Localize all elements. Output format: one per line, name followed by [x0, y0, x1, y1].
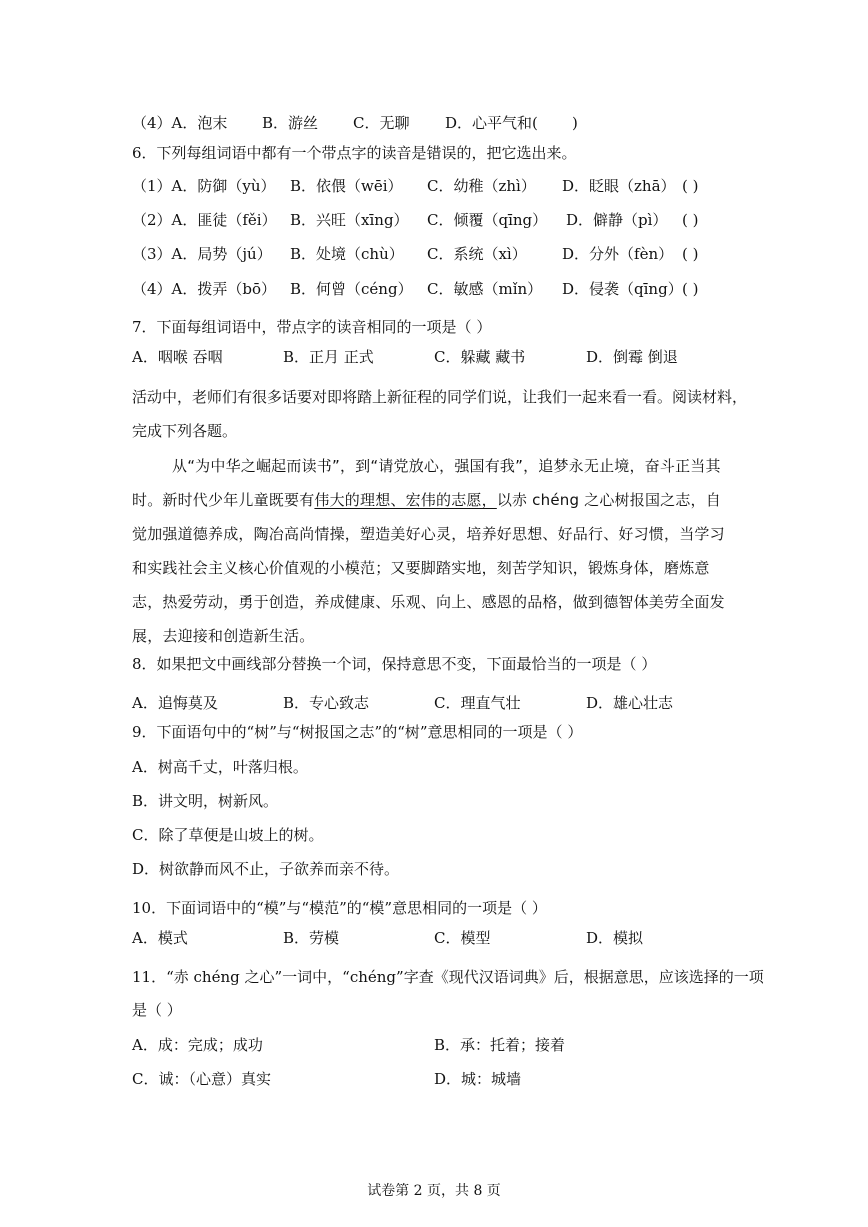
- q6-2-option-d: D．僻静（pì）: [566, 211, 668, 229]
- q11-option-b: B．承：托着；接着: [434, 1036, 566, 1054]
- q6-4-option-a: （4）A．拨弄（bō）: [132, 280, 277, 298]
- q8-option-b: B．专心致志: [283, 694, 370, 712]
- q10-title: 10．下面词语中的“模”与“模范”的“模”意思相同的一项是（ ）: [132, 899, 547, 917]
- q11-option-c: C．诚：（心意）真实: [132, 1070, 271, 1088]
- q10-option-b: B．劳模: [283, 929, 340, 947]
- q7-option-c: C．躲藏 藏书: [434, 348, 526, 366]
- q5-4-option-b: B．游丝: [262, 114, 319, 132]
- q6-4-option-d: D．侵袭（qīng）: [562, 280, 683, 298]
- q11-title-line-1: 11．“赤 chéng 之心”一词中，“chéng”字查《现代汉语词典》后，根据意思，应该选择的一项: [132, 968, 764, 986]
- q11-option-a: A．成：完成；成功: [132, 1036, 263, 1054]
- q7-option-a: A．咽喉 吞咽: [132, 348, 223, 366]
- q9-option-c: C．除了草便是山坡上的树。: [132, 826, 324, 844]
- intro-line-1: 活动中，老师们有很多话要对即将踏上新征程的同学们说，让我们一起来看一看。阅读材料，: [132, 388, 748, 406]
- q6-1-option-a: （1）A．防御（yù）: [132, 177, 276, 195]
- q6-3-option-c: C．系统（xì）: [427, 245, 527, 263]
- q6-3-option-d: D．分外（fèn）: [562, 245, 674, 263]
- q9-option-d: D．树欲静而风不止，子欲养而亲不待。: [132, 860, 400, 878]
- q8-option-d: D．雄心壮志: [586, 694, 674, 712]
- q11-option-d: D．城：城墙: [434, 1070, 522, 1088]
- q6-3-option-a: （3）A．局势（jú）: [132, 245, 272, 263]
- q6-1-option-b: B．依偎（wēi）: [290, 177, 403, 195]
- q11-title-line-2: 是（ ）: [132, 1001, 182, 1019]
- reading-passage: [132, 449, 736, 653]
- q9-title: 9．下面语句中的“树”与“树报国之志”的“树”意思相同的一项是（ ）: [132, 723, 583, 741]
- q6-1-option-d: D．眨眼（zhā）: [562, 177, 676, 195]
- q9-option-b: B．讲文明，树新风。: [132, 792, 279, 810]
- q6-3-option-b: B．处境（chù）: [290, 245, 404, 263]
- q6-1-option-c: C．幼稚（zhì）: [427, 177, 536, 195]
- q6-4-option-c: C．敏感（mǐn）: [427, 280, 543, 298]
- intro-line-2: 完成下列各题。: [132, 422, 238, 440]
- q5-4-option-c: C．无聊: [353, 114, 410, 132]
- passage-part-1: 从“为中华之崛起而读书”，到“请党放心，强国有我”，追梦永无止境，奋斗正当其时。新时代少年儿童既要有: [132, 457, 721, 509]
- q8-option-a: A．追悔莫及: [132, 694, 218, 712]
- q6-3-answer-blank: ( ): [682, 245, 699, 263]
- q10-option-a: A．模式: [132, 929, 188, 947]
- q6-2-option-a: （2）A．匪徒（fěi）: [132, 211, 277, 229]
- passage-underlined-phrase: 伟大的理想、宏伟的志愿，: [314, 491, 497, 509]
- q8-option-c: C．理直气壮: [434, 694, 521, 712]
- q5-4-option-a: （4）A．泡末: [132, 114, 228, 132]
- q6-4-answer-blank: ( ): [682, 280, 699, 298]
- q6-4-option-b: B．何曾（céng）: [290, 280, 413, 298]
- q9-option-a: A．树高千丈，叶落归根。: [132, 758, 308, 776]
- q7-option-b: B．正月 正式: [283, 348, 374, 366]
- q7-option-d: D．倒霉 倒退: [586, 348, 678, 366]
- q10-option-c: C．模型: [434, 929, 491, 947]
- q6-title: 6．下列每组词语中都有一个带点字的读音是错误的，把它选出来。: [132, 144, 577, 162]
- passage-part-2: 以赤 chéng 之心树报国之志，自觉加强道德养成，陶冶高尚情操，塑造美好心灵，培养好思想、好品行、好习惯，当学习和实践社会主义核心价值观的小模范；又要脚踏实地，刻苦学知识，锻炼身体，磨炼意志，热爱劳动，勇于创造，养成健康、乐观、向上、感恩的品格，做到德智体美劳全面发展，去迎接和创造新生活。: [132, 491, 725, 645]
- q6-1-answer-blank: ( ): [682, 177, 699, 195]
- q5-4-blank: ): [572, 114, 578, 132]
- q8-title: 8．如果把文中画线部分替换一个词，保持意思不变，下面最恰当的一项是（ ）: [132, 655, 657, 673]
- page-footer: 试卷第 2 页，共 8 页: [367, 1183, 501, 1199]
- q5-4-option-d: D．心平气和(: [445, 114, 538, 132]
- q6-2-answer-blank: ( ): [682, 211, 699, 229]
- q6-2-option-c: C．倾覆（qīng）: [427, 211, 548, 229]
- q10-option-d: D．模拟: [586, 929, 644, 947]
- q6-2-option-b: B．兴旺（xīng）: [290, 211, 409, 229]
- q7-title: 7．下面每组词语中，带点字的读音相同的一项是（ ）: [132, 318, 492, 336]
